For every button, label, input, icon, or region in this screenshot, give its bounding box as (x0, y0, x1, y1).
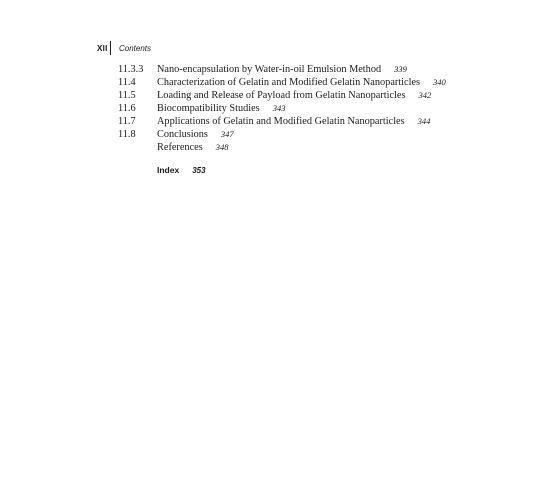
header-divider (110, 41, 111, 55)
toc-entry-title: Loading and Release of Payload from Gelatin Nanoparticles (157, 90, 406, 101)
toc-entry-page: 339 (394, 64, 407, 74)
toc-entry-title: References (157, 142, 203, 153)
toc-entry-index[interactable] (157, 165, 206, 175)
toc-entry-title: Conclusions (157, 129, 208, 140)
toc-entry-page: 344 (417, 116, 431, 126)
toc-entry-number: 11.6 (118, 103, 136, 114)
toc-entry-number: 11.4 (118, 77, 136, 88)
toc-entry-title: Nano-encapsulation by Water-in-oil Emulsion Method (157, 64, 382, 75)
toc-entry-11-6[interactable] (118, 103, 498, 116)
toc-entry-number: 11.8 (118, 129, 136, 140)
toc-entry-references[interactable] (118, 142, 498, 155)
toc-entry-page: 340 (433, 77, 446, 87)
toc-entry-number: 11.7 (118, 116, 136, 127)
toc-entry-11-8[interactable] (118, 129, 498, 142)
toc-entry-page: 343 (272, 103, 286, 113)
toc-entry-number: 11.5 (118, 90, 136, 101)
toc-entry-title: Characterization of Gelatin and Modified Gelatin Nanoparticles (157, 77, 421, 88)
toc-entry-page: 342 (418, 90, 432, 100)
toc-entry-11-5[interactable] (118, 90, 498, 103)
running-head (97, 41, 151, 55)
toc-entry-11-3-3[interactable] (118, 64, 498, 77)
running-title: Contents (119, 43, 152, 53)
toc-entry-title: Biocompatibility Studies (157, 103, 260, 114)
toc-entry-page: 347 (220, 129, 234, 139)
page-number: XII (97, 43, 108, 53)
toc-entry-title: Applications of Gelatin and Modified Gelatin Nanoparticles (157, 116, 405, 127)
toc-entry-11-4[interactable] (118, 77, 498, 90)
toc-entry-number: 11.3.3 (118, 64, 144, 75)
toc-entry-page: 348 (215, 142, 229, 152)
table-of-contents (118, 64, 498, 155)
index-label: Index (157, 165, 180, 175)
index-page: 353 (192, 166, 206, 175)
toc-entry-11-7[interactable] (118, 116, 498, 129)
